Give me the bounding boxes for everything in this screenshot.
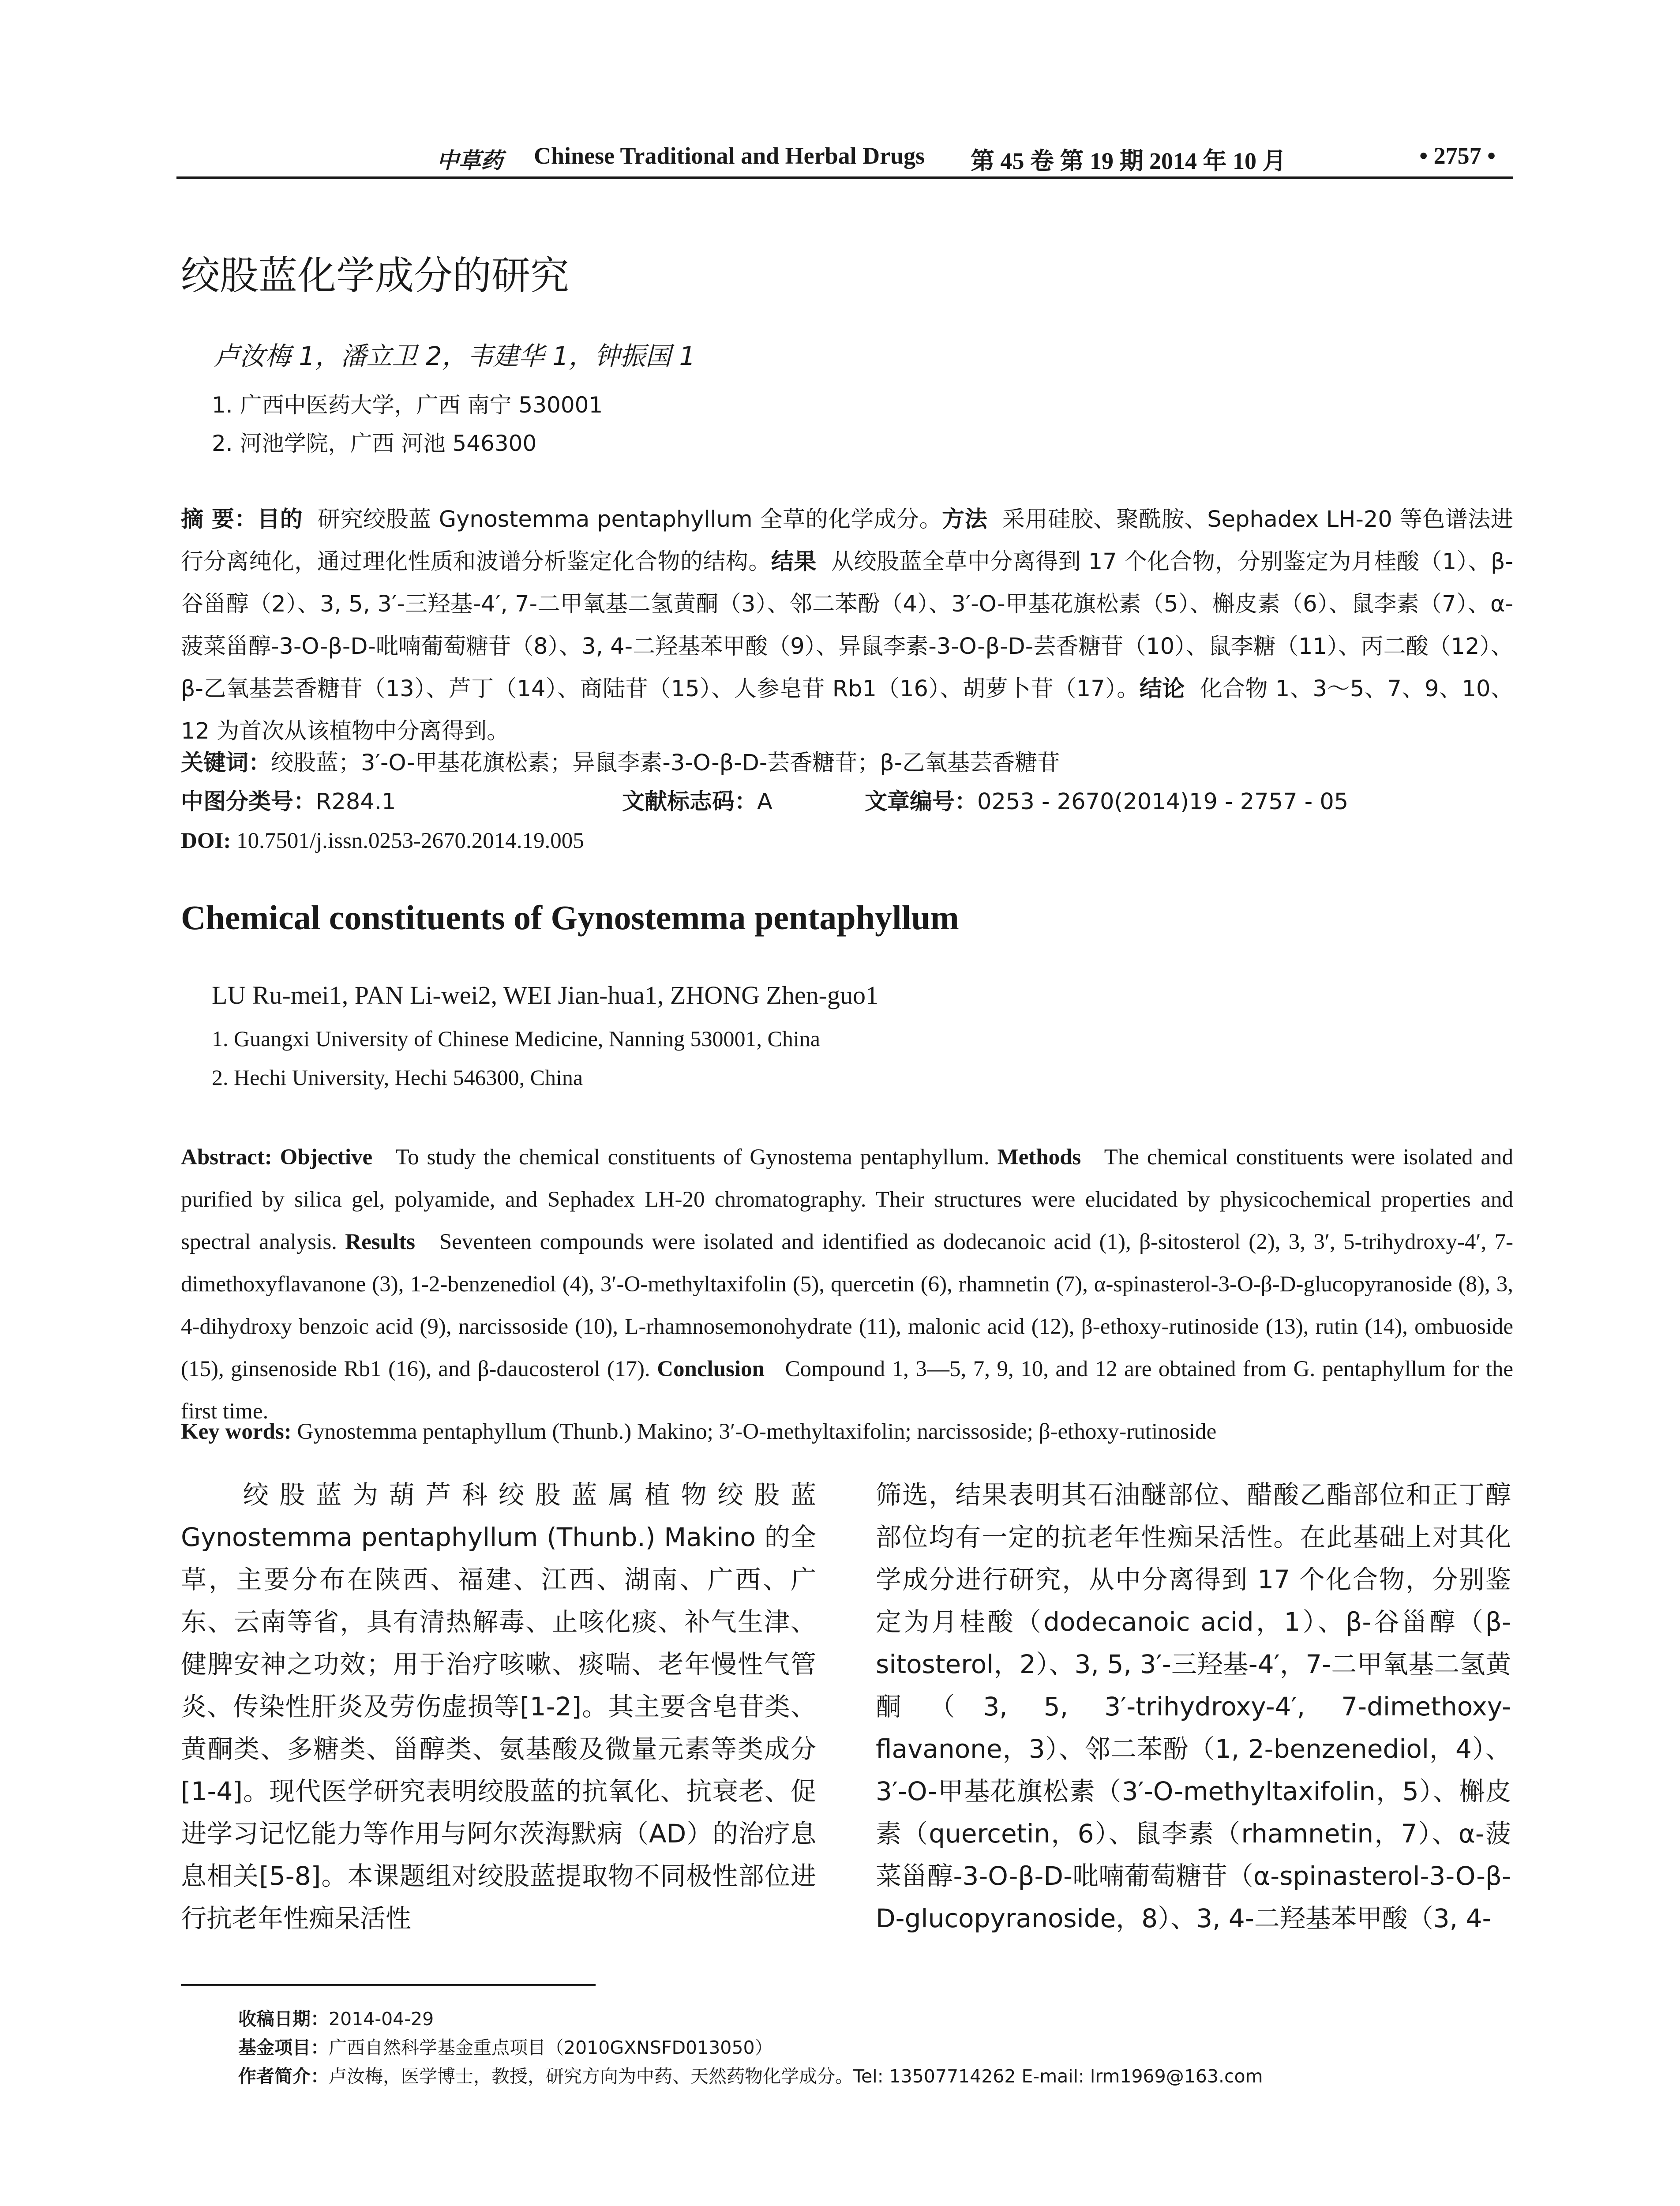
affiliation-2-en: 2. Hechi University, Hechi 546300, China [212, 1065, 583, 1090]
objective-text-cn: 研究绞股蓝 Gynostemma pentaphyllum 全草的化学成分。 [317, 506, 942, 533]
keywords-text-cn: 绞股蓝；3′-O-甲基花旗松素；异鼠李素-3-O-β-D-芸香糖苷；β-乙氧基芸香糖苷 [271, 750, 1060, 776]
doi-line [181, 820, 1513, 862]
article-no-value: 0253 - 2670(2014)19 - 2757 - 05 [977, 789, 1349, 815]
body-text-right: 筛选，结果表明其石油醚部位、醋酸乙酯部位和正丁醇部位均有一定的抗老年性痴呆活性。在此基础上对其化学成分进行研究，从中分离得到 17 个化合物，分别鉴定为月桂酸（dodecanoic acid，1）、β-谷甾醇（β-sitosterol，2）、3, 5, 3′-三羟基-4′，7-二甲氧基二氢黄酮（3, 5, 3′-trihydroxy-4′, 7-dimethoxy-flavanone，3）、邻二苯酚（1, 2-benzenediol，4）、3′-O-甲基花旗松素（3′-O-methyltaxifolin，5）、槲皮素（quercetin，6）、鼠李素（rhamnetin，7）、α-菠菜甾醇-3-O-β-D-吡喃葡萄糖苷（α-spinasterol-3-O-β-D-glucopyranoside，8）、3, 4-二羟基苯甲酸（3, 4- [876, 1480, 1511, 1933]
methods-label-cn: 方法 [942, 506, 988, 533]
objective-label-en: Objective [280, 1145, 373, 1170]
affiliation-2-cn: 2. 河池学院，广西 河池 546300 [212, 431, 537, 456]
authors-en: LU Ru-mei1, PAN Li-wei2, WEI Jian-hua1, ZHONG Zhen-guo1 [212, 981, 878, 1009]
keywords-cn [181, 742, 1513, 784]
doi-label: DOI: [181, 829, 231, 853]
footnote-rule [181, 1984, 596, 1986]
title-en: Chemical constituents of Gynostemma pentaphyllum [181, 898, 959, 937]
article-no-label: 文章编号： [865, 789, 978, 815]
authors-cn: 卢汝梅 1，潘立卫 2，韦建华 1，钟振国 1 [214, 341, 696, 371]
doi-value: 10.7501/j.issn.0253-2670.2014.19.005 [236, 829, 584, 853]
footnote-received [238, 2004, 434, 2030]
keywords-en [181, 1411, 1513, 1453]
objective-label-cn: 目的 [257, 506, 303, 533]
classification-line [181, 781, 1504, 823]
objective-text-en: To study the chemical constituents of Gynostema pentaphyllum. [395, 1145, 990, 1170]
keywords-label-en: Key words: [181, 1419, 292, 1444]
page-number: • 2757 • [1419, 143, 1496, 169]
methods-text-en: The chemical constituents were isolated and purified by silica gel, polyamide, and Sephadex LH-20 chromatography. Their structures were elucidated by physicochemical properties and spectral analysis. [181, 1145, 1513, 1254]
doc-code-label: 文献标志码： [622, 789, 758, 815]
results-label-en: Results [345, 1230, 415, 1254]
body-text-left: 绞股蓝为葫芦科绞股蓝属植物绞股蓝 Gynostemma pentaphyllum (Thunb.) Makino 的全草，主要分布在陕西、福建、江西、湖南、广西、广东、云南等省，具有清热解毒、止咳化痰、补气生津、健脾安神之功效；用于治疗咳嗽、痰喘、老年慢性气管炎、传染性肝炎及劳伤虚损等[1-2]。其主要含皂苷类、黄酮类、多糖类、甾醇类、氨基酸及微量元素等类成分[1-4]。现代医学研究表明绞股蓝的抗氧化、抗衰老、促进学习记忆能力等作用与阿尔茨海默病（AD）的治疗息息相关[5-8]。本课题组对绞股蓝提取物不同极性部位进行抗老年性痴呆活性 [181, 1480, 816, 1933]
title-cn: 绞股蓝化学成分的研究 [181, 253, 570, 298]
received-date: 2014-04-29 [329, 2008, 434, 2030]
methods-text-cn: 采用硅胶、聚酰胺、Sephadex LH-20 等色谱法进行分离纯化，通过理化性质和波谱分析鉴定化合物的结构。 [181, 506, 1513, 575]
footnote-fund [238, 2033, 773, 2059]
affiliation-1-cn: 1. 广西中医药大学，广西 南宁 530001 [212, 392, 603, 418]
abstract-label-en: Abstract: [181, 1145, 272, 1170]
issue-info: 第 45 卷 第 19 期 2014 年 10 月 [971, 148, 1286, 174]
body-column-left [181, 1474, 816, 1940]
header-rule [176, 176, 1513, 179]
fund-text: 广西自然科学基金重点项目（2010GXNSFD013050） [329, 2037, 773, 2058]
received-label: 收稿日期： [238, 2008, 329, 2030]
journal-logo: 中草药 [437, 148, 503, 173]
results-label-cn: 结果 [771, 549, 817, 575]
clc-label: 中图分类号： [181, 789, 316, 815]
abstract-cn [181, 499, 1513, 753]
running-header [176, 140, 1513, 176]
keywords-label-cn: 关键词： [181, 750, 271, 776]
methods-label-en: Methods [997, 1145, 1081, 1170]
abstract-en [181, 1136, 1513, 1433]
clc-value: R284.1 [316, 789, 396, 815]
body-column-right [876, 1474, 1511, 1940]
conclusion-text-cn: 化合物 1、3～5、7、9、10、12 为首次从该植物中分离得到。 [181, 676, 1513, 744]
doc-code-value: A [757, 789, 772, 815]
conclusion-text-en: Compound 1, 3—5, 7, 9, 10, and 12 are obtained from G. pentaphyllum for the first time. [181, 1357, 1513, 1424]
results-text-en: Seventeen compounds were isolated and identified as dodecanoic acid (1), β-sitosterol (2), 3, 3′, 5-trihydroxy-4′, 7-dimethoxyflavanone (3), 1-2-benzenediol (4), 3′-O-methyltaxifolin (5), quercetin (6), rhamnetin (7), α-spinasterol-3-O-β-D-glucopyranoside (8), 3, 4-dihydroxy benzoic acid (9), narcissoside (10), L-rhamnosemonohydrate (11), malonic acid (12), β-ethoxy-rutinoside (13), rutin (14), ombuoside (15), ginsenoside Rb1 (16), and β-daucosterol (17). [181, 1230, 1513, 1381]
footnote-author [238, 2062, 1263, 2088]
affiliation-1-en: 1. Guangxi University of Chinese Medicine, Nanning 530001, China [212, 1026, 820, 1051]
results-text-cn: 从绞股蓝全草中分离得到 17 个化合物，分别鉴定为月桂酸（1）、β-谷甾醇（2）、3, 5, 3′-三羟基-4′, 7-二甲氧基二氢黄酮（3）、邻二苯酚（4）、3′-O-甲基花旗松素（5）、槲皮素（6）、鼠李素（7）、α-菠菜甾醇-3-O-β-D-吡喃葡萄糖苷（8）、3, 4-二羟基苯甲酸（9）、异鼠李素-3-O-β-D-芸香糖苷（10）、鼠李糖（11）、丙二酸（12）、β-乙氧基芸香糖苷（13）、芦丁（14）、商陆苷（15）、人参皂苷 Rb1（16）、胡萝卜苷（17）。 [181, 549, 1513, 702]
abstract-label-cn: 摘 要： [181, 506, 258, 533]
author-text: 卢汝梅，医学博士，教授，研究方向为中药、天然药物化学成分。Tel: 13507714262 E-mail: lrm1969@163.com [329, 2066, 1263, 2087]
conclusion-label-en: Conclusion [657, 1357, 765, 1381]
keywords-text-en: Gynostemma pentaphyllum (Thunb.) Makino; 3′-O-methyltaxifolin; narcissoside; β-ethoxy-rutinoside [297, 1419, 1217, 1444]
conclusion-label-cn: 结论 [1139, 676, 1185, 702]
author-label: 作者简介： [238, 2066, 329, 2087]
fund-label: 基金项目： [238, 2037, 329, 2058]
journal-name: Chinese Traditional and Herbal Drugs [534, 143, 925, 169]
